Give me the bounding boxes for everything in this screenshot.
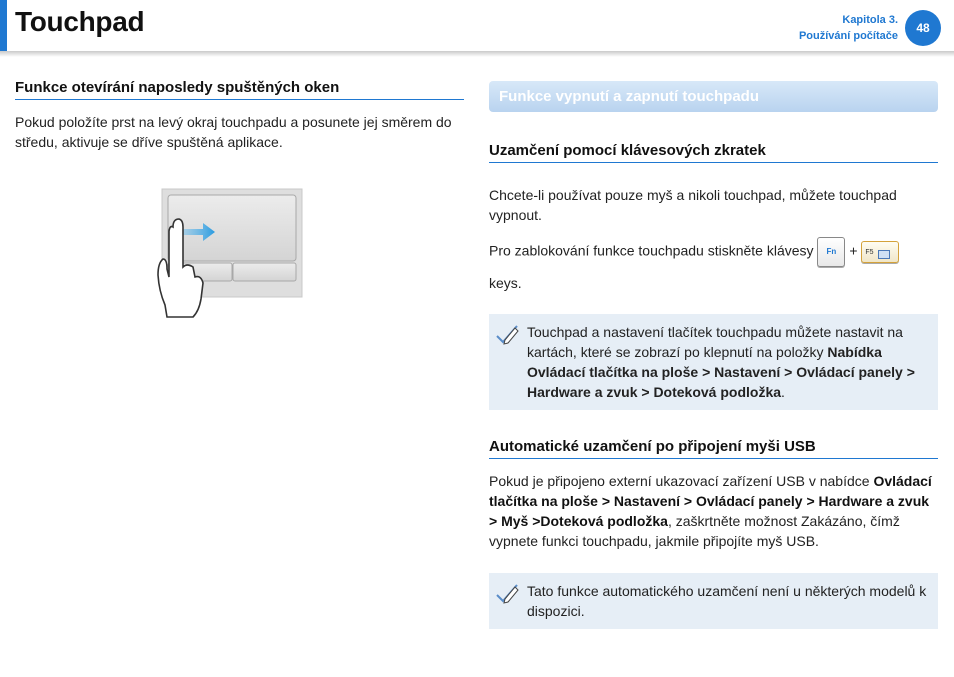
f5-key-label: F5 bbox=[865, 249, 874, 256]
usb-text-before: Pokud je připojeno externí ukazovací zařízení USB v nabídce bbox=[489, 473, 874, 489]
shortcut-text-after: keys. bbox=[489, 275, 522, 291]
touchpad-gesture-illustration bbox=[155, 187, 315, 327]
chapter-label bbox=[799, 12, 898, 44]
touchpad-right-button bbox=[233, 263, 296, 281]
left-column bbox=[15, 79, 464, 152]
pencil-note-icon bbox=[495, 322, 521, 346]
section-title: Funkce vypnutí a zapnutí touchpadu bbox=[499, 88, 760, 105]
left-heading: Funkce otevírání naposledy spuštěných oken bbox=[15, 79, 464, 100]
chapter-number: Kapitola 3. bbox=[842, 14, 898, 26]
plus-sign: + bbox=[849, 242, 858, 259]
chapter-title: Používání počítače bbox=[798, 30, 898, 42]
usb-heading: Automatické uzamčení po připojení myši USB bbox=[489, 438, 938, 459]
shortcut-text-before: Pro zablokování funkce touchpadu stiskněte klávesy bbox=[489, 242, 814, 259]
usb-note bbox=[489, 573, 938, 629]
shortcut-note bbox=[489, 314, 938, 410]
page-number-badge: 48 bbox=[905, 10, 941, 46]
fn-key-label: Fn bbox=[826, 247, 837, 256]
left-paragraph: Pokud položíte prst na levý okraj touchpadu a posunete jej směrem do středu, aktivuje se dříve spuštěná aplikace. bbox=[15, 114, 452, 150]
fn-key-icon bbox=[817, 237, 845, 267]
page-title: Touchpad bbox=[15, 6, 145, 37]
header-accent-bar bbox=[0, 0, 7, 51]
touchpad-toggle-icon bbox=[878, 250, 890, 259]
shortcut-note-text: Touchpad a nastavení tlačítek touchpadu můžete nastavit na kartách, které se zobrazí po klepnutí na položky bbox=[527, 324, 903, 360]
usb-text-path: Ovládací tlačítka na ploše > Nastavení > Ovládací panely > Hardware a zvuk > Myš >Doteková podložka bbox=[489, 473, 932, 529]
usb-note-text: Tato funkce automatického uzamčení není u některých modelů k dispozici. bbox=[527, 583, 927, 619]
shortcut-heading: Uzamčení pomocí klávesových zkratek bbox=[489, 142, 938, 163]
shortcut-paragraph-1: Chcete-li používat pouze myš a nikoli touchpad, můžete touchpad vypnout. bbox=[489, 187, 897, 223]
shortcut-paragraph-2 bbox=[489, 237, 938, 293]
shortcut-note-path: Nabídka Ovládací tlačítka na ploše > Nastavení > Ovládací panely > Hardware a zvuk > Doteková podložka bbox=[527, 344, 915, 400]
right-column bbox=[489, 81, 938, 629]
usb-text-after: , zaškrtněte možnost Zakázáno, čímž vypnete funkci touchpadu, jakmile připojíte myš USB. bbox=[489, 513, 900, 549]
f5-key-icon bbox=[861, 241, 899, 263]
usb-paragraph bbox=[489, 471, 938, 551]
header-divider bbox=[0, 51, 954, 57]
shortcut-note-end: . bbox=[781, 384, 785, 400]
touchpad-surface bbox=[168, 195, 296, 261]
pencil-note-icon bbox=[495, 581, 521, 605]
section-title-bar bbox=[489, 81, 938, 112]
